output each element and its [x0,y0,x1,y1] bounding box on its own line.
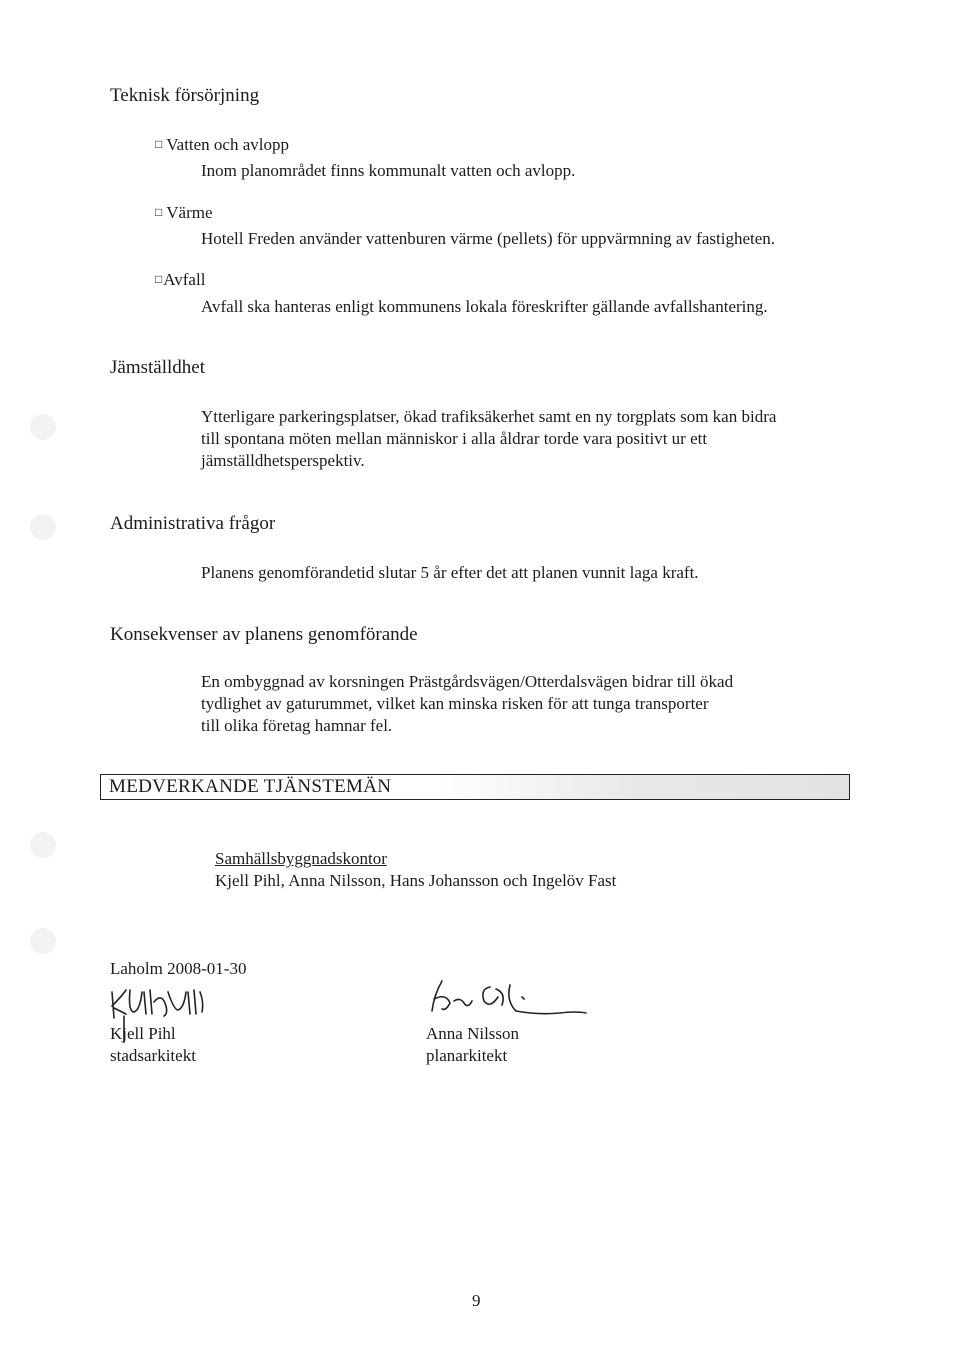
punch-hole-mark [30,832,56,858]
paragraph-line: till olika företag hamnar fel. [201,716,393,735]
place-date: Laholm 2008-01-30 [110,959,247,978]
square-bullet-icon: □ [155,205,163,219]
list-item-text: Hotell Freden använder vattenburen värme (pellets) för uppvärmning av fastigheten. [201,229,776,248]
page-number: 9 [472,1291,481,1310]
punch-hole-mark [30,414,56,440]
section-heading-jamstalldhet: Jämställdhet [110,357,205,378]
list-item-title: □ Värme [155,203,213,222]
square-bullet-icon: □ [155,137,163,151]
punch-hole-mark [30,928,56,954]
section-heading-teknisk: Teknisk försörjning [110,85,260,106]
paragraph-line: Planens genomförandetid slutar 5 år efter det att planen vunnit laga kraft. [201,563,699,582]
officials-names: Kjell Pihl, Anna Nilsson, Hans Johansson och Ingelöv Fast [215,871,617,890]
square-bullet-icon: □ [155,272,163,286]
paragraph-line: till spontana möten mellan människor i alla åldrar torde vara positivt ur ett [201,429,708,448]
office-name: Samhällsbyggnadskontor [215,849,387,868]
paragraph-line: jämställdhetsperspektiv. [201,451,365,470]
list-item-text: Inom planområdet finns kommunalt vatten och avlopp. [201,161,576,180]
signer2-name: Anna Nilsson [426,1024,520,1043]
signature-anna-nilsson [420,975,590,1025]
medverkande-banner [100,774,850,800]
banner-title: MEDVERKANDE TJÄNSTEMÄN [109,776,392,797]
paragraph-line: tydlighet av gaturummet, vilket kan minska risken för att tunga transporter [201,694,709,713]
list-item-title: □Avfall [155,270,206,289]
list-item-title: □ Vatten och avlopp [155,135,289,154]
list-item-text: Avfall ska hanteras enligt kommunens lokala föreskrifter gällande avfallshantering. [201,297,768,316]
paragraph-line: En ombyggnad av korsningen Prästgårdsvägen/Otterdalsvägen bidrar till ökad [201,672,734,691]
punch-hole-mark [30,514,56,540]
signer1-name: Kjell Pihl [110,1024,176,1043]
paragraph-line: Ytterligare parkeringsplatser, ökad trafiksäkerhet samt en ny torgplats som kan bidra [201,407,777,426]
section-heading-admin: Administrativa frågor [110,513,276,534]
signer2-title: planarkitekt [426,1046,508,1065]
signer1-title: stadsarkitekt [110,1046,196,1065]
section-heading-konsekvenser: Konsekvenser av planens genomförande [110,624,418,645]
